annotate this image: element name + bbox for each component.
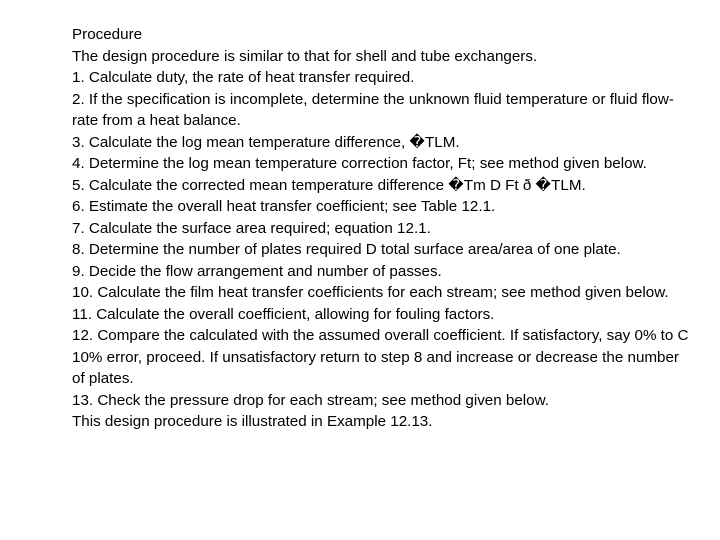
step-5: 5. Calculate the corrected mean temperature difference �Tm D Ft ð �TLM. (72, 176, 586, 194)
step-3: 3. Calculate the log mean temperature difference, �TLM. (72, 133, 460, 151)
step-7: 7. Calculate the surface area required; equation 12.1. (72, 219, 431, 237)
step-8: 8. Determine the number of plates required D total surface area/area of one plate. (72, 241, 621, 258)
step-6: 6. Estimate the overall heat transfer coefficient; see Table 12.1. (72, 198, 496, 215)
step-13: 13. Check the pressure drop for each stream; see method given below. (72, 391, 549, 409)
step-11: 11. Calculate the overall coefficient, allowing for fouling factors. (72, 305, 495, 323)
closing-text: This design procedure is illustrated in Example 12.13. (72, 413, 433, 430)
step-12: 12. Compare the calculated with the assumed overall coefficient. If satisfactory, say 0% to C 10% error, proceed. If unsatisfactory return to step 8 and increase or decrease the number of plates. (72, 327, 689, 387)
step-4: 4. Determine the log mean temperature correction factor, Ft; see method given below. (72, 155, 647, 172)
procedure-heading: Procedure (72, 26, 143, 43)
intro-text: The design procedure is similar to that for shell and tube exchangers. (72, 47, 538, 65)
document-body (72, 24, 692, 433)
step-1: 1. Calculate duty, the rate of heat transfer required. (72, 69, 415, 86)
step-2: 2. If the specification is incomplete, determine the unknown fluid temperature or fluid flow-rate from a heat balance. (72, 90, 674, 129)
step-10: 10. Calculate the film heat transfer coefficients for each stream; see method given below. (72, 284, 669, 301)
step-9: 9. Decide the flow arrangement and number of passes. (72, 262, 442, 280)
